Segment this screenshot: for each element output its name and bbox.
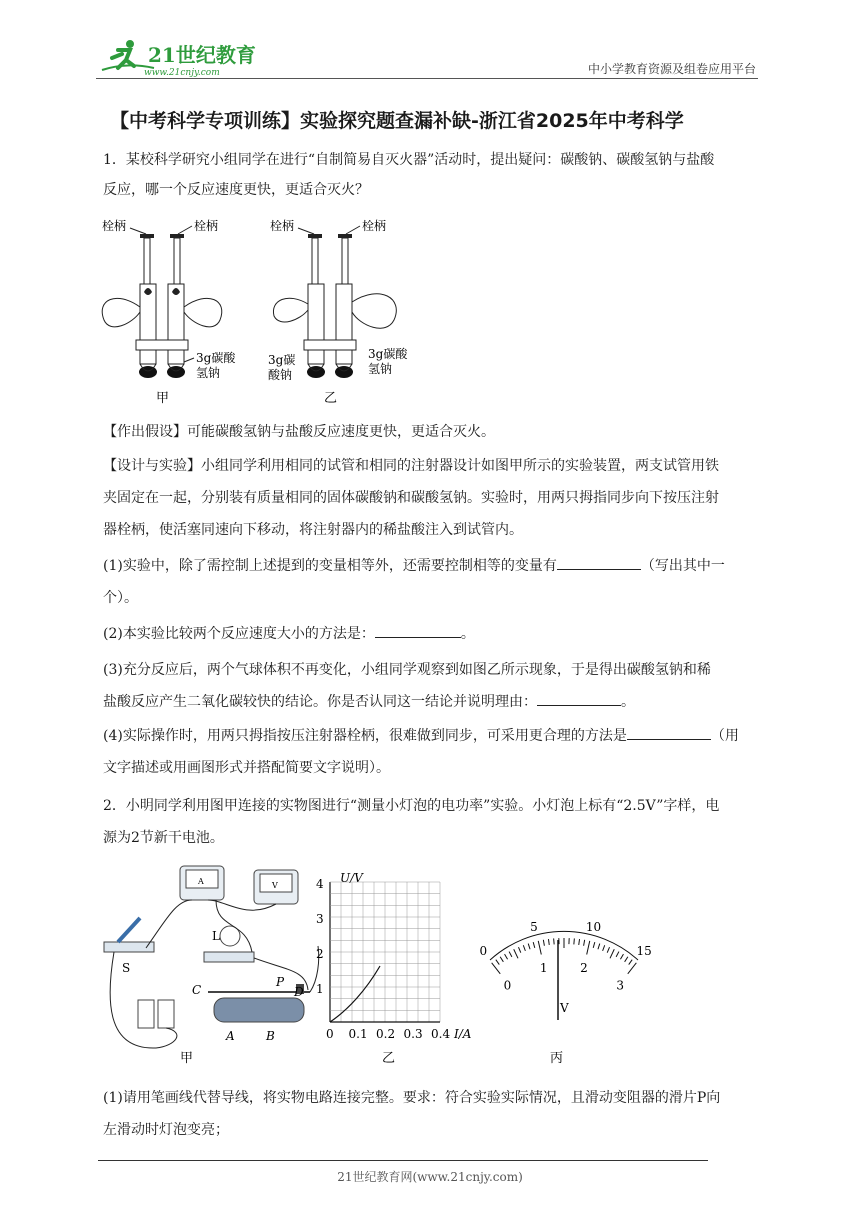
q1-design-line3: 器栓柄，使活塞同速向下移动，将注射器内的稀盐酸注入到试管内。 (103, 522, 523, 538)
q1-sub1-suffix: （写出其中一 (640, 558, 725, 574)
fig-jia-label-left: 栓柄 (102, 219, 127, 233)
header-platform-text: 中小学教育资源及组卷应用平台 (587, 62, 756, 76)
fig-yi-left-chem-line1: 3g碳 (268, 353, 296, 367)
fig-jia-chem-line2: 氢钠 (196, 366, 221, 380)
dial-tick (533, 942, 535, 948)
voltmeter-dial (480, 920, 652, 1066)
runner-icon (102, 40, 154, 70)
q1-sub2-text: (2)本实验比较两个反应速度大小的方法是： (103, 626, 375, 642)
q1-sub4-suffix: （用 (710, 728, 739, 744)
graph-xtick-label: 0.2 (376, 1027, 396, 1041)
graph-xtick-label: 0 (326, 1027, 334, 1041)
q1-figure (96, 212, 416, 412)
dial-tick (543, 940, 544, 946)
graph-grid (330, 882, 440, 1022)
iu-curve (330, 966, 380, 1022)
dial-tick (518, 947, 520, 953)
dial-tick (610, 949, 614, 958)
fig2-jia-caption: 甲 (180, 1051, 194, 1066)
fig-yi-right-chem-line1: 3g碳酸 (368, 347, 408, 361)
dial-tick (574, 938, 575, 944)
fig-yi-left-chem-line2: 酸钠 (268, 368, 293, 382)
q1-stem-line2: 反应，哪一个反应速度更快，更适合灭火？ (103, 182, 369, 198)
dial-tick (500, 957, 503, 962)
switch-label: S (122, 961, 131, 975)
apparatus-jia (102, 218, 236, 406)
dial-tick (509, 952, 512, 957)
q1-sub3-line2 (103, 688, 763, 717)
fig-yi-label-left: 栓柄 (270, 219, 295, 233)
q1-hypothesis: 【作出假设】可能碳酸氢钠与盐酸反应速度更快，更适合灭火。 (103, 424, 495, 440)
logo-text: 21世纪教育 (148, 43, 256, 67)
q1-design-line1: 【设计与实验】小组同学利用相同的试管和相同的注射器设计如图甲所示的实验装置，两支试管用铁 (103, 458, 719, 474)
q1-sub2 (103, 620, 763, 649)
dial-tick (629, 960, 632, 965)
dial-tick (625, 957, 628, 962)
terminal-C-label: C (192, 983, 202, 997)
dial-tick (528, 944, 530, 950)
q2-stem-line2: 源为2节新干电池。 (103, 830, 224, 846)
terminal-A-label: A (226, 1029, 235, 1043)
fig-jia-caption: 甲 (156, 391, 170, 406)
fig-yi-right-chem-line2: 氢钠 (368, 362, 393, 376)
q1-sub3-text: 盐酸反应产生二氧化碳较快的结论。你是否认同这一结论并说明理由： (103, 694, 537, 710)
footer-text: 21世纪教育网(www.21cnjy.com) (337, 1170, 523, 1184)
q2-sub1-line1: (1)请用笔画线代替导线，将实物电路连接完整。要求：符合实验实际情况，且滑动变阻器的滑片P向 (103, 1090, 721, 1106)
dial-tick (584, 940, 585, 946)
dial-tick (587, 941, 590, 955)
dial-tick (514, 949, 518, 958)
dial-bottom-label: 1 (539, 961, 548, 976)
q1-sub3-line1: (3)充分反应后，两个气球体积不再变化，小组同学观察到如图乙所示现象，于是得出碳酸氢钠和稀 (103, 662, 711, 678)
footer-divider (98, 1160, 708, 1161)
terminal-D-label: D (294, 985, 304, 999)
q1-sub1-text: (1)实验中，除了需控制上述提到的变量相等外，还需要控制相等的变量有 (103, 558, 557, 574)
voltmeter-letter: V (272, 881, 278, 890)
q1-stem-line1: 1．某校科学研究小组同学在进行“自制简易自灭火器”活动时，提出疑问：碳酸钠、碳酸氢钠与盐酸 (103, 152, 715, 168)
q1-sub4-line1 (103, 722, 763, 751)
dial-top-label: 15 (636, 943, 652, 958)
q1-sub4-text: (4)实际操作时，用两只拇指按压注射器栓柄，很难做到同步，可采用更合理的方法是 (103, 728, 627, 744)
q1-sub3-blank[interactable] (537, 691, 621, 706)
graph-ytick-label: 2 (316, 947, 324, 961)
dial-bottom-label: 0 (503, 978, 512, 993)
q2-stem-line1: 2．小明同学利用图甲连接的实物图进行“测量小灯泡的电功率”实验。小灯泡上标有“2.5V”字样，电 (103, 798, 720, 814)
graph-xlabel: I/A (454, 1027, 472, 1041)
dial-tick (579, 939, 580, 945)
dial-bottom-label: 2 (580, 961, 588, 976)
fig-yi-caption: 乙 (324, 391, 338, 406)
slider-P-label: P (276, 975, 285, 989)
circuit-apparatus (104, 866, 319, 1066)
graph-xticks (326, 1027, 450, 1041)
dial-top-label: 10 (585, 920, 602, 935)
dial-unit: V (560, 1001, 569, 1015)
q2-figure (96, 860, 676, 1070)
dial-tick (523, 945, 525, 951)
site-logo (96, 36, 266, 80)
dial-bottom-scale (504, 961, 624, 992)
header-divider (96, 78, 758, 79)
graph-ytick-label: 1 (316, 982, 324, 996)
dial-top-label: 0 (479, 943, 488, 958)
dial-tick (616, 952, 619, 957)
ui-graph (316, 871, 472, 1066)
q1-sub4-blank[interactable] (627, 725, 711, 740)
q1-sub1-blank[interactable] (557, 555, 641, 570)
dial-top-scale (480, 920, 652, 958)
dial-tick (607, 947, 609, 953)
apparatus-yi (268, 218, 408, 406)
fig-jia-chem-line1: 3g碳酸 (196, 351, 236, 365)
graph-ylabel: U/V (340, 871, 363, 885)
dial-tick (538, 941, 541, 955)
dial-tick (505, 954, 508, 959)
q1-sub2-blank[interactable] (375, 623, 461, 638)
q1-sub1-line2: 个）。 (103, 590, 138, 606)
fig-jia-label-right: 栓柄 (194, 219, 219, 233)
dial-tick (554, 938, 555, 944)
dial-tick (598, 944, 600, 950)
ammeter-letter: A (198, 877, 204, 886)
dial-tick (603, 945, 605, 951)
dial-tick (620, 954, 623, 959)
q1-sub2-suffix: 。 (460, 626, 475, 642)
dial-bottom-label: 3 (616, 978, 625, 993)
graph-xtick-label: 0.3 (403, 1027, 423, 1041)
q1-sub4-line2: 文字描述或用画图形式并搭配简要文字说明）。 (103, 760, 390, 776)
fig2-bing-caption: 丙 (550, 1051, 564, 1066)
q1-sub3-suffix: 。 (621, 694, 635, 710)
fig2-yi-caption: 乙 (382, 1051, 396, 1066)
dial-tick (496, 960, 499, 965)
lamp-label: L (212, 929, 220, 943)
q1-sub1-line1 (103, 552, 763, 581)
graph-ytick-label: 3 (316, 912, 324, 926)
graph-xtick-label: 0.1 (348, 1027, 368, 1041)
q1-design-line2: 夹固定在一起，分别装有质量相同的固体碳酸钠和碳酸氢钠。实验时，用两只拇指同步向下按压注射 (103, 490, 719, 506)
fig-yi-label-right: 栓柄 (362, 219, 387, 233)
terminal-B-label: B (266, 1029, 275, 1043)
dial-tick (593, 942, 595, 948)
q2-sub1-line2: 左滑动时灯泡变亮； (103, 1122, 229, 1138)
graph-ytick-label: 4 (316, 877, 324, 891)
graph-xtick-label: 0.4 (431, 1027, 451, 1041)
dial-tick (548, 939, 549, 945)
graph-yticks (316, 877, 324, 996)
dial-top-label: 5 (530, 920, 538, 935)
logo-url: www.21cnjy.com (144, 68, 220, 78)
page-title: 【中考科学专项训练】实验探究题查漏补缺-浙江省2025年中考科学 (110, 110, 684, 132)
